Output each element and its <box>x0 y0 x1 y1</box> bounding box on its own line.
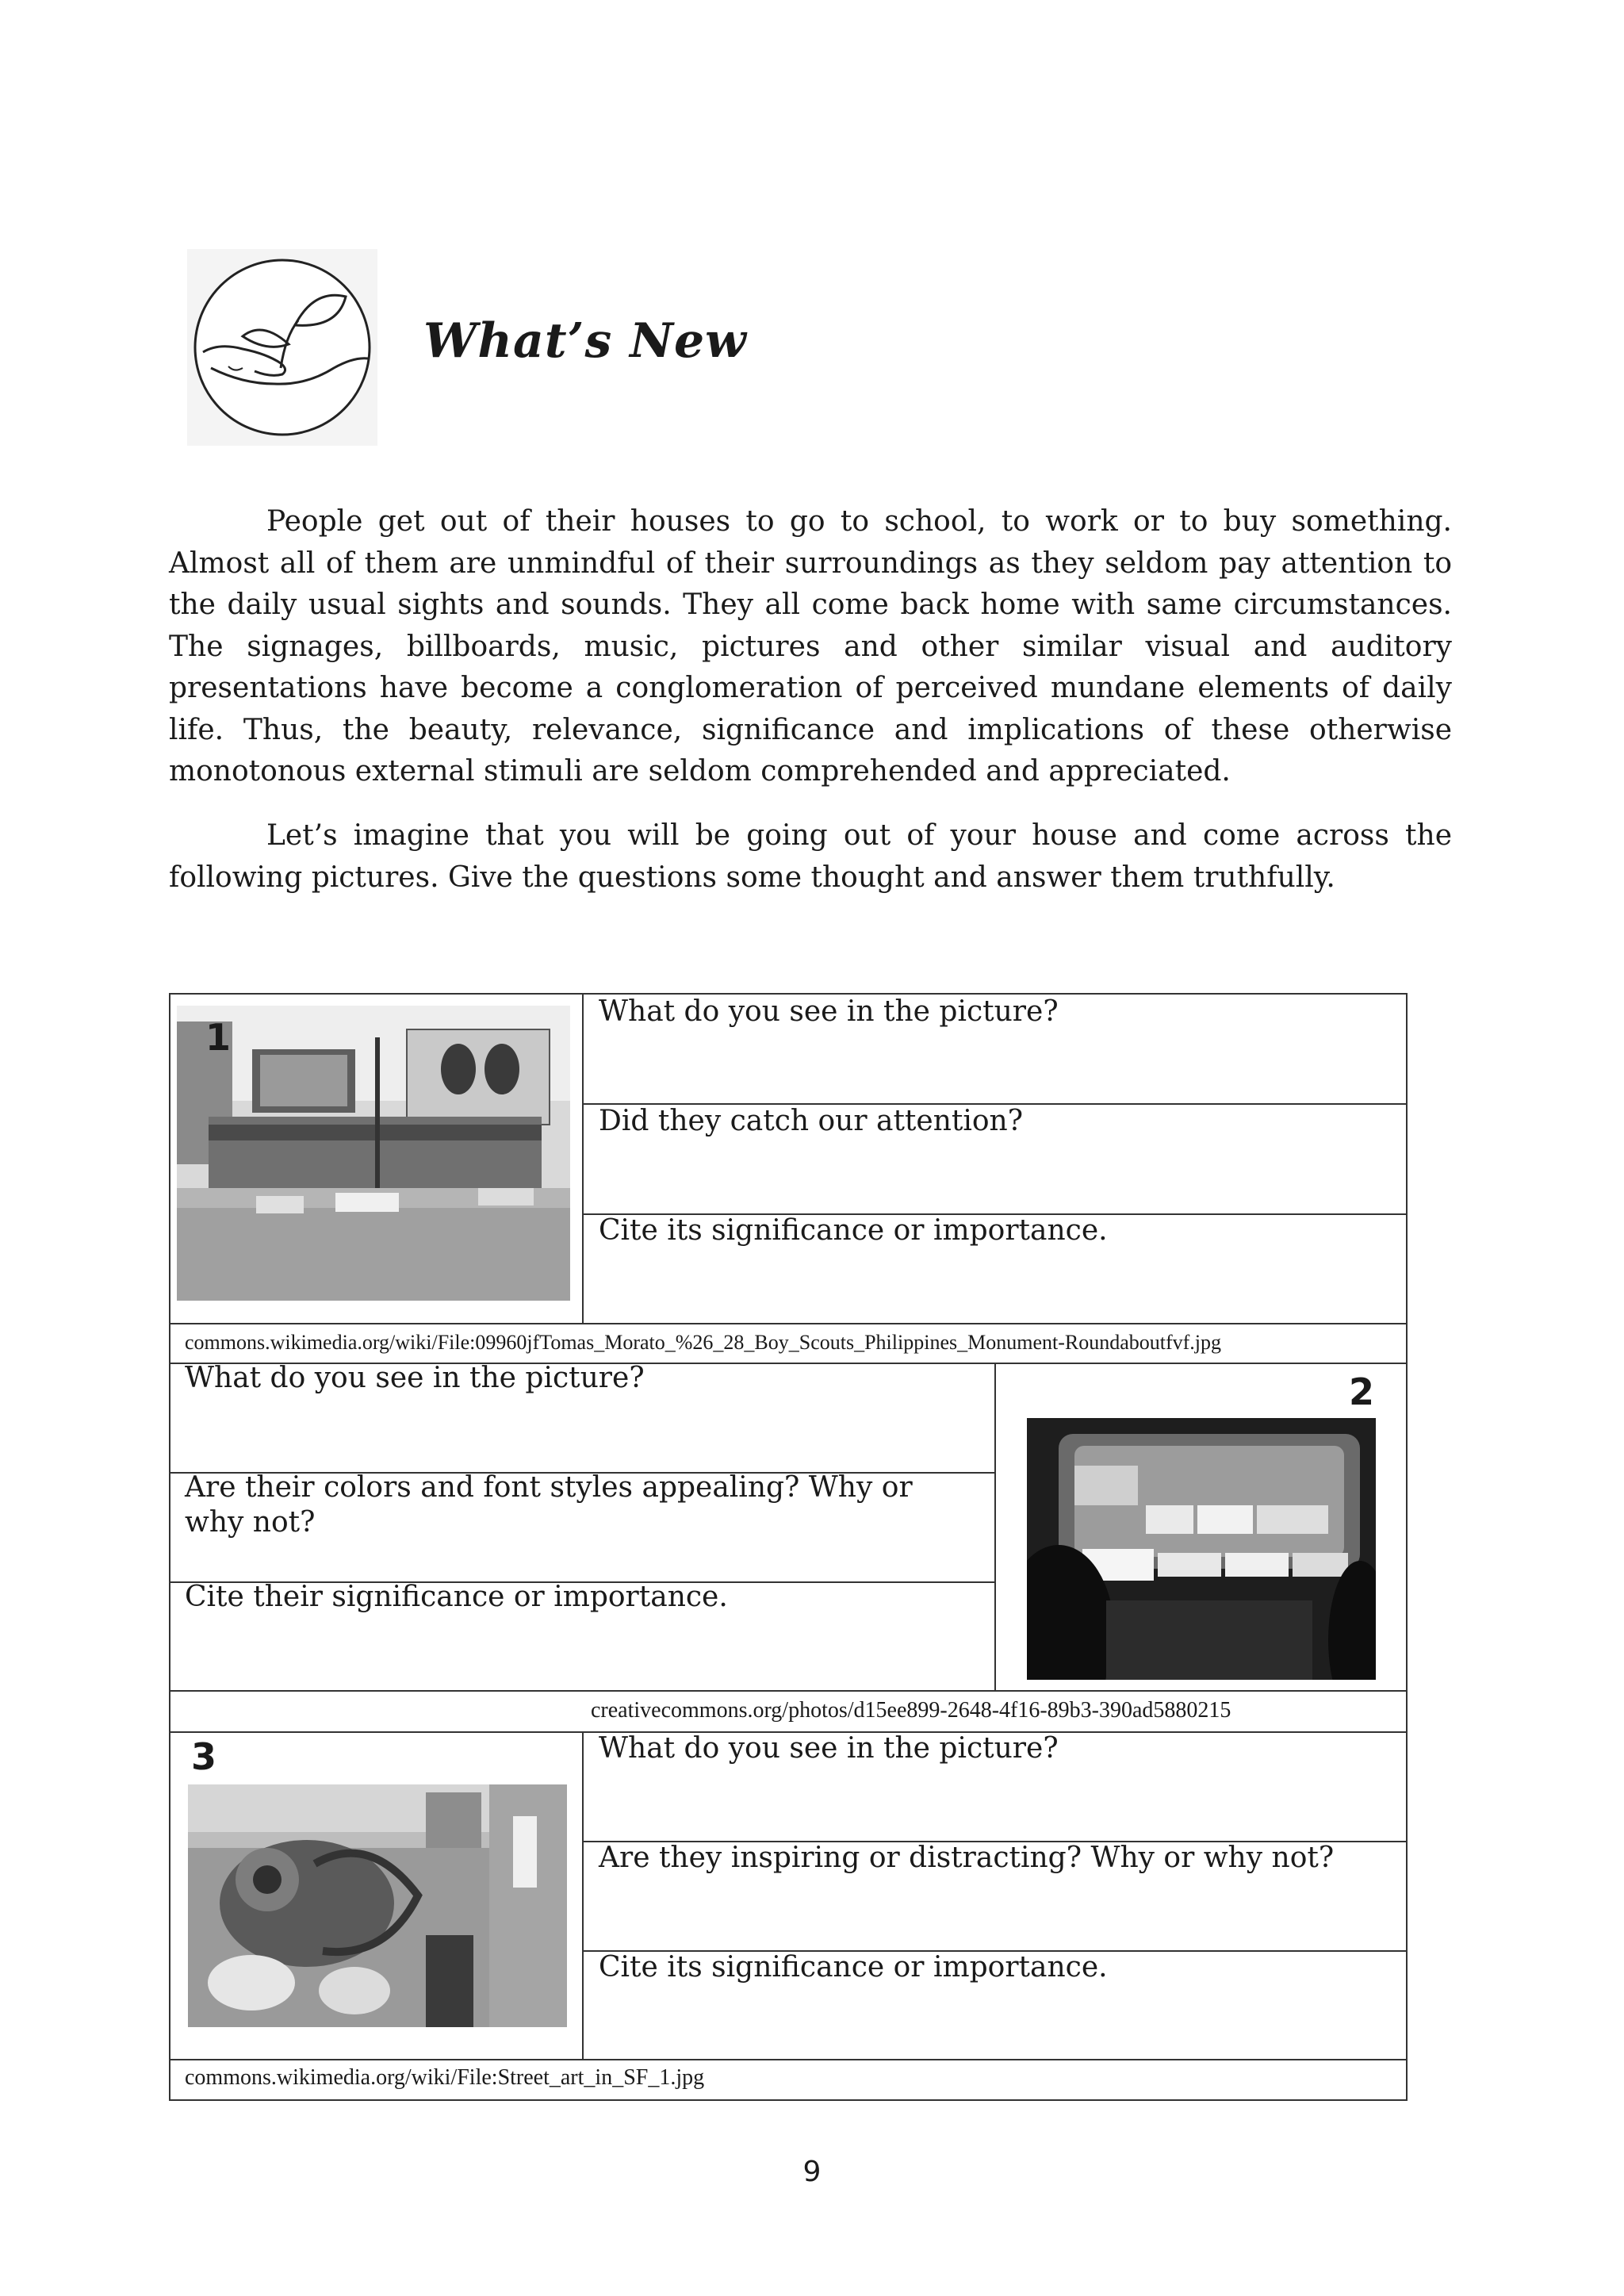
item-1-question-3: Cite its significance or importance. <box>599 1214 1108 1247</box>
page-number: 9 <box>802 2156 822 2188</box>
item-2-question-2: Are their colors and font styles appealing? Why or why not? <box>185 1471 913 1539</box>
activity-table <box>169 993 1408 2101</box>
jeepney-interior-photo <box>1027 1418 1376 1680</box>
section-title: What’s New <box>423 313 747 369</box>
item-number-3: 3 <box>191 1735 217 1778</box>
item-1-question-2: Did they catch our attention? <box>599 1105 1024 1137</box>
item-1-question-1: What do you see in the picture? <box>599 995 1059 1028</box>
item-3-question-2: Are they inspiring or distracting? Why or why not? <box>599 1842 1335 1874</box>
hands-holding-plant-icon <box>187 249 377 446</box>
item-3-question-3: Cite its significance or importance. <box>599 1951 1108 1984</box>
item-number-2: 2 <box>1349 1370 1375 1413</box>
item-number-1: 1 <box>205 1016 232 1059</box>
item-2-question-1: What do you see in the picture? <box>185 1362 645 1394</box>
item-1-image-credit: commons.wikimedia.org/wiki/File:09960jfTomas_Morato_%26_28_Boy_Scouts_Philippines_Monument-Roundaboutfvf.jpg <box>185 1331 1222 1354</box>
item-3-image-credit: commons.wikimedia.org/wiki/File:Street_art_in_SF_1.jpg <box>185 2065 705 2090</box>
item-2-image-credit: creativecommons.org/photos/d15ee899-2648-4f16-89b3-390ad5880215 <box>591 1698 1231 1723</box>
item-3-question-1: What do you see in the picture? <box>599 1732 1059 1765</box>
item-2-question-3: Cite their significance or importance. <box>185 1581 728 1613</box>
instruction-paragraph: Let’s imagine that you will be going out of your house and come across the following pictures. Give the questions some thought and answer them truthfully. <box>169 819 1452 894</box>
billboard-street-photo <box>177 1006 570 1301</box>
street-art-mural-photo <box>188 1784 567 2027</box>
intro-paragraph: People get out of their houses to go to school, to work or to buy something. Almost all of them are unmindful of their surroundings as they seldom pay attention to the daily usual sights and sounds. They all come back home with same circumstances. The signages, billboards, music, pictures and other similar visual and auditory presentations have become a conglomeration of perceived mundane elements of daily life. Thus, the beauty, relevance, significance and implications of these otherwise monotonous external stimuli are seldom comprehended and appreciated. <box>169 505 1452 788</box>
